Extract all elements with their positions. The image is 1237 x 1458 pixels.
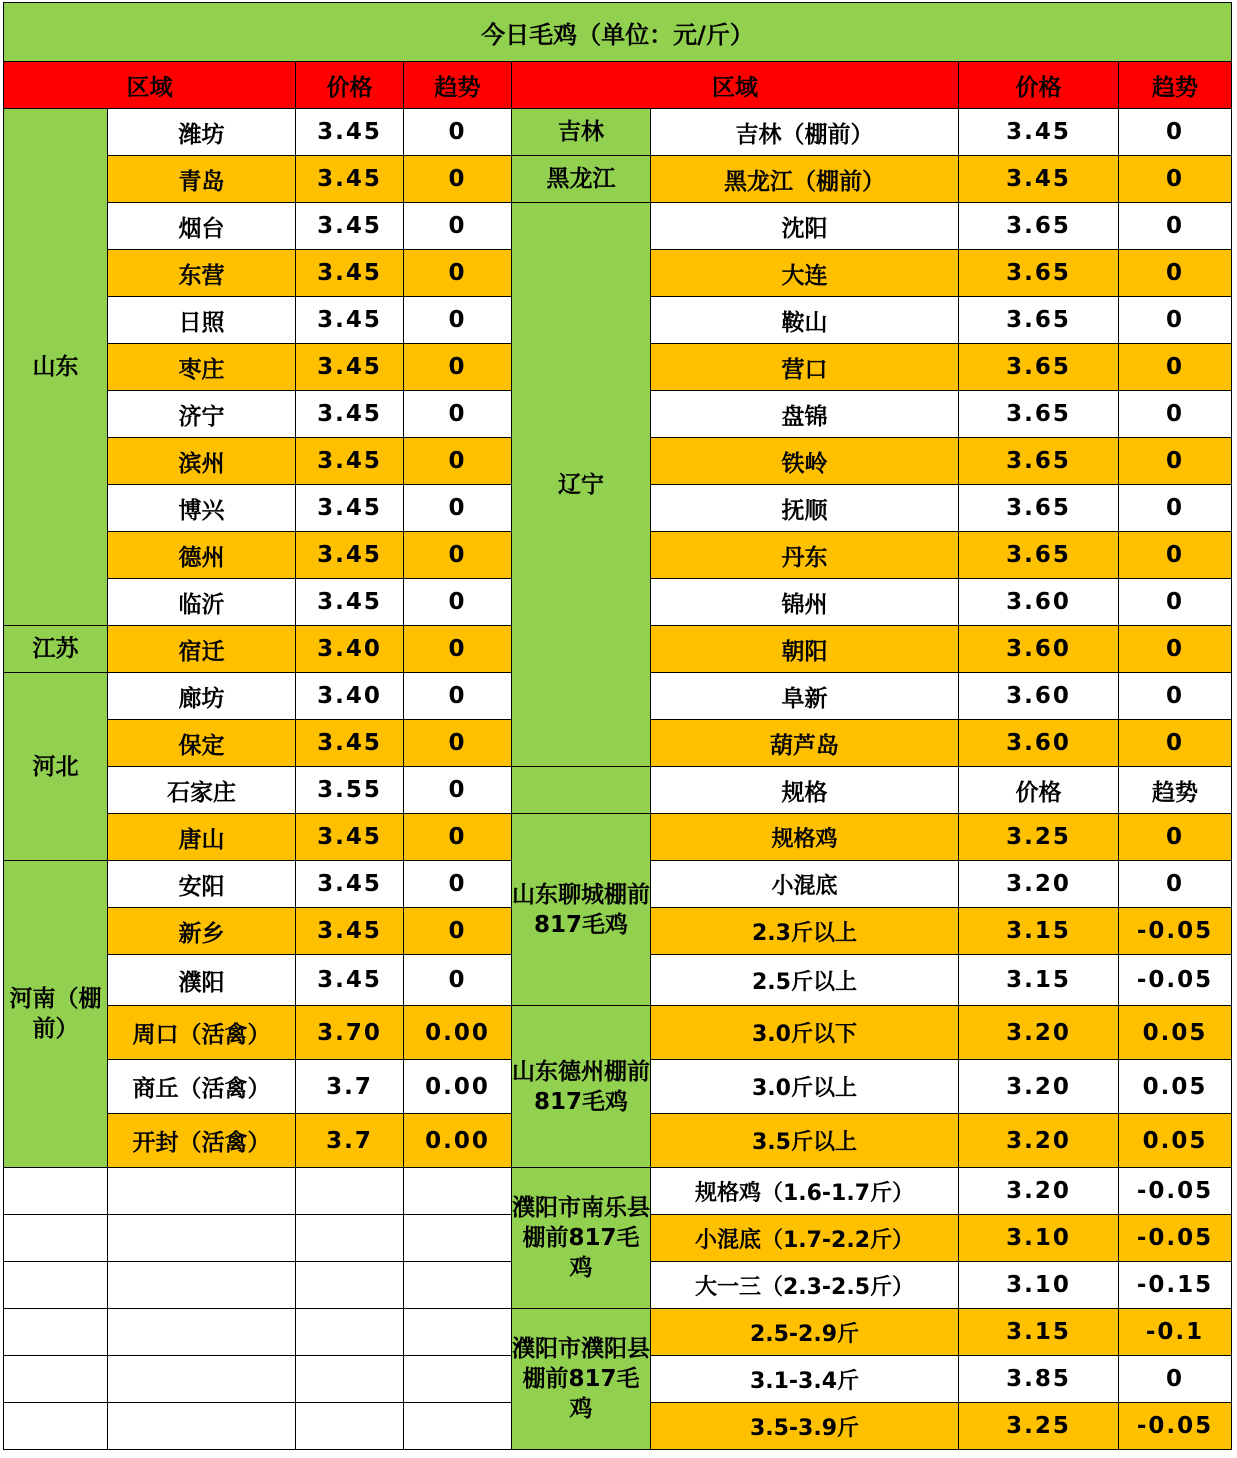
trend-cell: 0 (404, 955, 512, 1006)
price-cell: 3.45 (296, 344, 404, 391)
trend-cell: 0 (404, 391, 512, 438)
region-cell-left: 河南（棚前） (4, 861, 108, 1168)
city-cell: 唐山 (108, 814, 296, 861)
price-cell: 3.45 (959, 109, 1119, 156)
price-cell: 3.45 (296, 814, 404, 861)
trend-cell: -0.05 (1119, 955, 1232, 1006)
spec-cell: 3.5斤以上 (651, 1114, 959, 1168)
trend-cell: 0 (1119, 391, 1232, 438)
table-row (4, 1168, 1232, 1215)
region-cell-left: 江苏 (4, 626, 108, 673)
header-price-left: 价格 (296, 62, 404, 109)
city-cell: 铁岭 (651, 438, 959, 485)
spec-cell: 2.3斤以上 (651, 908, 959, 955)
price-cell: 3.15 (959, 908, 1119, 955)
spec-cell: 规格鸡 (651, 814, 959, 861)
city-cell: 潍坊 (108, 109, 296, 156)
price-cell: 3.45 (296, 579, 404, 626)
trend-cell: 0 (404, 203, 512, 250)
region-cell-right: 山东聊城棚前817毛鸡 (512, 814, 651, 1006)
trend-cell: 0 (1119, 156, 1232, 203)
region-cell-right: 黑龙江 (512, 156, 651, 203)
price-cell: 3.20 (959, 1168, 1119, 1215)
trend-cell: 0 (1119, 344, 1232, 391)
header-region-right: 区域 (512, 62, 959, 109)
empty-cell (4, 1262, 108, 1309)
city-cell: 滨州 (108, 438, 296, 485)
city-cell: 鞍山 (651, 297, 959, 344)
table-row (4, 1309, 1232, 1356)
empty-cell (404, 1403, 512, 1450)
table-row (4, 1006, 1232, 1060)
region-cell-left: 山东 (4, 109, 108, 626)
price-cell: 3.70 (296, 1006, 404, 1060)
trend-cell: 0.05 (1119, 1114, 1232, 1168)
city-cell: 沈阳 (651, 203, 959, 250)
region-cell-right: 辽宁 (512, 203, 651, 767)
spec-cell: 3.0斤以上 (651, 1060, 959, 1114)
trend-cell: 0 (1119, 814, 1232, 861)
city-cell: 青岛 (108, 156, 296, 203)
trend-cell: -0.1 (1119, 1309, 1232, 1356)
price-cell: 3.45 (296, 955, 404, 1006)
city-cell: 临沂 (108, 579, 296, 626)
price-cell: 3.45 (296, 485, 404, 532)
price-cell: 3.65 (959, 532, 1119, 579)
city-cell: 保定 (108, 720, 296, 767)
trend-cell: 0 (404, 156, 512, 203)
region-cell-right: 山东德州棚前817毛鸡 (512, 1006, 651, 1168)
trend-cell: 0 (404, 438, 512, 485)
price-cell: 3.65 (959, 438, 1119, 485)
trend-cell: 0 (404, 720, 512, 767)
trend-cell: -0.05 (1119, 1215, 1232, 1262)
price-cell: 3.10 (959, 1215, 1119, 1262)
spec-cell: 规格鸡（1.6-1.7斤） (651, 1168, 959, 1215)
price-cell: 3.45 (296, 532, 404, 579)
city-cell: 葫芦岛 (651, 720, 959, 767)
price-cell: 3.60 (959, 626, 1119, 673)
trend-cell: 0 (404, 250, 512, 297)
header-trend-left: 趋势 (404, 62, 512, 109)
empty-cell (296, 1262, 404, 1309)
empty-cell (108, 1168, 296, 1215)
empty-cell (108, 1215, 296, 1262)
price-cell: 3.25 (959, 1403, 1119, 1450)
spec-header-region (512, 767, 651, 814)
trend-cell: 0 (404, 532, 512, 579)
empty-cell (404, 1309, 512, 1356)
trend-cell: -0.15 (1119, 1262, 1232, 1309)
price-cell: 3.60 (959, 673, 1119, 720)
trend-cell: 0 (1119, 438, 1232, 485)
table-row (4, 62, 1232, 109)
trend-cell: -0.05 (1119, 908, 1232, 955)
trend-cell: 0 (1119, 579, 1232, 626)
price-cell: 3.20 (959, 861, 1119, 908)
price-table (3, 2, 1232, 1450)
city-cell: 抚顺 (651, 485, 959, 532)
city-cell: 商丘（活禽） (108, 1060, 296, 1114)
region-cell-right: 吉林 (512, 109, 651, 156)
spec-cell: 小混底（1.7-2.2斤） (651, 1215, 959, 1262)
price-cell: 3.65 (959, 250, 1119, 297)
empty-cell (404, 1215, 512, 1262)
city-cell: 烟台 (108, 203, 296, 250)
trend-cell: 0 (404, 344, 512, 391)
header-trend-right: 趋势 (1119, 62, 1232, 109)
trend-cell: 0 (1119, 673, 1232, 720)
trend-cell: 0 (404, 626, 512, 673)
trend-cell: 0 (1119, 297, 1232, 344)
price-cell: 3.45 (296, 720, 404, 767)
region-cell-left: 河北 (4, 673, 108, 861)
city-cell: 阜新 (651, 673, 959, 720)
city-cell: 德州 (108, 532, 296, 579)
price-cell: 3.65 (959, 485, 1119, 532)
city-cell: 新乡 (108, 908, 296, 955)
trend-cell: 0.00 (404, 1114, 512, 1168)
header-price-right: 价格 (959, 62, 1119, 109)
header-region-left: 区域 (4, 62, 296, 109)
table-row (4, 814, 1232, 861)
price-cell: 3.45 (296, 391, 404, 438)
empty-cell (404, 1356, 512, 1403)
city-cell: 盘锦 (651, 391, 959, 438)
table-row (4, 109, 1232, 156)
empty-cell (108, 1262, 296, 1309)
table-row (4, 767, 1232, 814)
trend-cell: 0 (404, 297, 512, 344)
price-cell: 3.45 (296, 438, 404, 485)
price-cell: 3.60 (959, 720, 1119, 767)
city-cell: 朝阳 (651, 626, 959, 673)
empty-cell (296, 1168, 404, 1215)
trend-cell: 0 (404, 767, 512, 814)
empty-cell (4, 1215, 108, 1262)
price-cell: 3.40 (296, 626, 404, 673)
empty-cell (404, 1262, 512, 1309)
spec-header-label: 规格 (651, 767, 959, 814)
city-cell: 东营 (108, 250, 296, 297)
price-cell: 3.45 (296, 203, 404, 250)
trend-cell: 0 (404, 861, 512, 908)
price-cell: 3.7 (296, 1060, 404, 1114)
empty-cell (296, 1215, 404, 1262)
city-cell: 博兴 (108, 485, 296, 532)
trend-cell: 0 (1119, 1356, 1232, 1403)
city-cell: 济宁 (108, 391, 296, 438)
empty-cell (108, 1309, 296, 1356)
city-cell: 吉林（棚前） (651, 109, 959, 156)
price-cell: 3.20 (959, 1006, 1119, 1060)
price-cell: 3.65 (959, 297, 1119, 344)
city-cell: 开封（活禽） (108, 1114, 296, 1168)
city-cell: 濮阳 (108, 955, 296, 1006)
price-cell: 3.40 (296, 673, 404, 720)
empty-cell (4, 1356, 108, 1403)
trend-cell: 0 (1119, 203, 1232, 250)
price-cell: 3.45 (959, 156, 1119, 203)
price-cell: 3.20 (959, 1114, 1119, 1168)
spec-cell: 3.1-3.4斤 (651, 1356, 959, 1403)
empty-cell (296, 1356, 404, 1403)
empty-cell (108, 1356, 296, 1403)
city-cell: 廊坊 (108, 673, 296, 720)
price-cell: 3.60 (959, 579, 1119, 626)
price-cell: 3.7 (296, 1114, 404, 1168)
price-cell: 3.45 (296, 109, 404, 156)
spec-header-price: 价格 (959, 767, 1119, 814)
region-cell-right: 濮阳市南乐县棚前817毛鸡 (512, 1168, 651, 1309)
empty-cell (296, 1403, 404, 1450)
price-cell: 3.15 (959, 1309, 1119, 1356)
page-title: 今日毛鸡（单位：元/斤） (4, 3, 1232, 62)
city-cell: 安阳 (108, 861, 296, 908)
trend-cell: -0.05 (1119, 1168, 1232, 1215)
city-cell: 黑龙江（棚前） (651, 156, 959, 203)
spec-cell: 3.5-3.9斤 (651, 1403, 959, 1450)
trend-cell: 0 (404, 673, 512, 720)
region-cell-right: 濮阳市濮阳县棚前817毛鸡 (512, 1309, 651, 1450)
empty-cell (296, 1309, 404, 1356)
trend-cell: 0 (1119, 485, 1232, 532)
spec-cell: 2.5-2.9斤 (651, 1309, 959, 1356)
trend-cell: 0 (404, 485, 512, 532)
price-cell: 3.55 (296, 767, 404, 814)
price-cell: 3.45 (296, 861, 404, 908)
empty-cell (4, 1309, 108, 1356)
city-cell: 丹东 (651, 532, 959, 579)
city-cell: 枣庄 (108, 344, 296, 391)
trend-cell: 0.00 (404, 1006, 512, 1060)
city-cell: 营口 (651, 344, 959, 391)
city-cell: 宿迁 (108, 626, 296, 673)
table-row (4, 156, 1232, 203)
spec-cell: 小混底 (651, 861, 959, 908)
price-cell: 3.45 (296, 297, 404, 344)
city-cell: 锦州 (651, 579, 959, 626)
trend-cell: 0 (1119, 626, 1232, 673)
price-cell: 3.25 (959, 814, 1119, 861)
price-cell: 3.45 (296, 156, 404, 203)
price-cell: 3.45 (296, 250, 404, 297)
empty-cell (4, 1168, 108, 1215)
price-cell: 3.65 (959, 391, 1119, 438)
price-cell: 3.65 (959, 344, 1119, 391)
spec-cell: 2.5斤以上 (651, 955, 959, 1006)
price-cell: 3.10 (959, 1262, 1119, 1309)
empty-cell (4, 1403, 108, 1450)
price-cell: 3.65 (959, 203, 1119, 250)
trend-cell: 0 (1119, 109, 1232, 156)
price-cell: 3.45 (296, 908, 404, 955)
city-cell: 大连 (651, 250, 959, 297)
table-row (4, 203, 1232, 250)
trend-cell: 0 (404, 814, 512, 861)
city-cell: 石家庄 (108, 767, 296, 814)
spec-cell: 3.0斤以下 (651, 1006, 959, 1060)
trend-cell: 0 (404, 109, 512, 156)
trend-cell: 0 (1119, 532, 1232, 579)
city-cell: 日照 (108, 297, 296, 344)
trend-cell: 0 (404, 579, 512, 626)
trend-cell: -0.05 (1119, 1403, 1232, 1450)
trend-cell: 0 (1119, 720, 1232, 767)
city-cell: 周口（活禽） (108, 1006, 296, 1060)
empty-cell (108, 1403, 296, 1450)
price-cell: 3.15 (959, 955, 1119, 1006)
trend-cell: 0.05 (1119, 1006, 1232, 1060)
table-row (4, 3, 1232, 62)
price-cell: 3.20 (959, 1060, 1119, 1114)
trend-cell: 0.00 (404, 1060, 512, 1114)
spec-header-trend: 趋势 (1119, 767, 1232, 814)
trend-cell: 0 (1119, 250, 1232, 297)
spec-cell: 大一三（2.3-2.5斤） (651, 1262, 959, 1309)
empty-cell (404, 1168, 512, 1215)
trend-cell: 0 (404, 908, 512, 955)
trend-cell: 0 (1119, 861, 1232, 908)
price-cell: 3.85 (959, 1356, 1119, 1403)
trend-cell: 0.05 (1119, 1060, 1232, 1114)
